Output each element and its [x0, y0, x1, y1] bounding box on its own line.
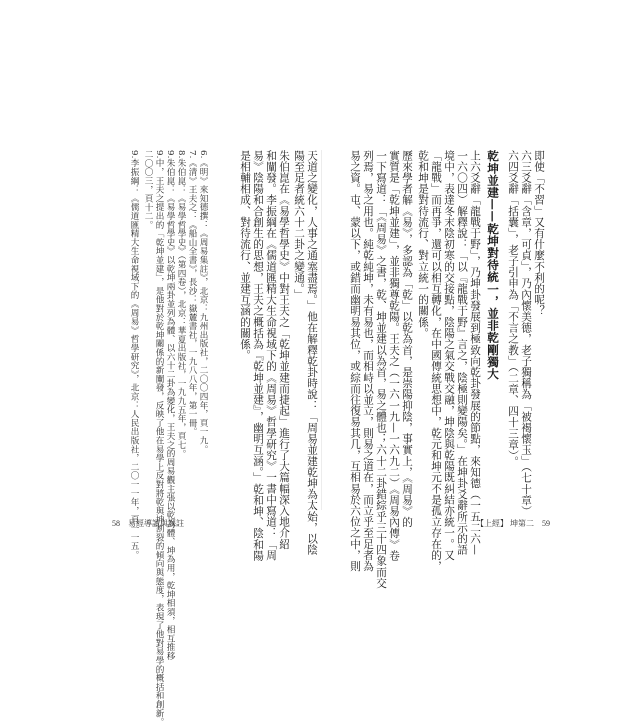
footnote: 9.李振綱：《儒道匯精大生命視域下的《周易》哲學研究》，北京：人民出版社，二〇一一年，頁一一五。: [129, 150, 139, 560]
text-column: 境中，表達冬末陰初寒的交接點，陰陽之氣交戰交融，坤陰與乾陽既糾結亦統一。又: [443, 150, 455, 561]
left-page-footer: [112, 519, 184, 529]
footnote: 7.《清》王夫之：《船山全書》，長沙：嶽麓書社，一九八八年，第一冊。: [187, 150, 197, 436]
text-column: 列焉，易之用也。純乾純坤，未有易也，而相峙以並立，則易之道在，而立乎至足者為: [362, 150, 374, 572]
text-column: 陽至足者統六十二卦之變通。」: [293, 150, 305, 301]
page-number: 58: [112, 519, 120, 528]
text-column: 和闡發。李振綱在《儒道匯精大生命視域下的《周易》哲學研究》一書中寫道：「周: [265, 150, 277, 561]
text-column: 易》陰陽和合創生的思想，王夫之概括為『乾坤並建』，幽明互涵。」乾和坤、陰和陽: [252, 150, 264, 562]
footnote: 6.《明》來知德撰：《周易集註》，北京：九州出版社，二〇〇四年，頁一九。: [198, 150, 208, 454]
footnote: 8.朱伯崑：《易學哲學史》（第四卷），北京：華夏出版社，一九九五年，頁七。: [176, 150, 186, 458]
text-column: 易之資。屯、蒙以下，或錯而幽明易其位，或綜而往復易其几，互相易於六位之中，則: [349, 150, 361, 572]
page-gutter: [321, 150, 322, 510]
text-column: 六三爻辭「含章，可貞」，乃內懷美德，老子獨稱為「被褐懷玉」（七十章）: [520, 150, 532, 517]
text-column: 六四爻辭「括囊」，老子引申為「不言之教」（二章、四十三章）。: [507, 150, 519, 468]
footnote: 9.朱伯崑：《易學哲學史》以乾坤兩卦並列為體、以六十二卦為變化，王夫之的周易觀主張以乾為體、坤為用，乾坤相須，相互推移: [165, 150, 175, 661]
right-page-footer: [476, 519, 550, 529]
text-column: 即使「不習」又有什麼不利的呢？: [533, 150, 545, 317]
text-column: 「龍戰」而再爭，還可以相互轉化，在中國傳統思想中，乾元和坤元不是孤立存在的，: [430, 150, 442, 572]
text-column: 一六〇四）解釋說：「以『龍戰于野』言之，陰極則變陽矣。」在坤卦爻辭所示的語: [456, 150, 468, 556]
footnote: 9.中，王夫之提出的「乾坤並建」，是他對於乾坤關係的新闡發，反映了他在易學上反對將乾與坤割裂的傾向與態度，表現了他對易學的概括和創新。: [154, 150, 164, 726]
book-title: 易經導讀與課註: [128, 519, 184, 528]
text-column: 乾和坤是對待流行、對立統一的關係。: [417, 150, 429, 339]
text-column: 歷來學者解《易》，多認為「乾」以乾為首，是崇陽抑陰，事實上，《周易》的: [401, 150, 413, 528]
text-column: 朱伯崑在《易學哲學史》中對王夫之「乾坤並建而捷起」進行了大篇幅深入地介紹: [278, 150, 290, 550]
text-column: 實質是「乾坤並建」，並非獨尊乾陽。王夫之（一六一九—一六九二）《周易內傳》卷: [388, 150, 400, 562]
page-number: 59: [542, 519, 550, 528]
text-column: 上六爻辭「龍戰于野」，乃坤卦發展到極致向乾卦發展的節點，來知德（一五二六—: [469, 150, 481, 556]
chapter-label: 【上經】 坤第二: [476, 519, 534, 528]
text-column: 一下寫道：「《周易》之書，乾、坤並建以為首，易之體也；六十二卦錯綜乎三十四象而交: [375, 150, 387, 589]
footnote: 二〇〇三，頁十二。: [143, 150, 153, 230]
text-column: 是相輔相成、對待流行、並建互涵的關係。: [239, 150, 251, 361]
section-heading: 乾坤並建——乾坤對待統一，並非乾剛獨大: [486, 150, 500, 380]
text-column: 天道之變化，人事之通塞盡焉。」他在解釋乾卦時說：「周易並建乾坤為太始，以陰: [306, 150, 318, 556]
